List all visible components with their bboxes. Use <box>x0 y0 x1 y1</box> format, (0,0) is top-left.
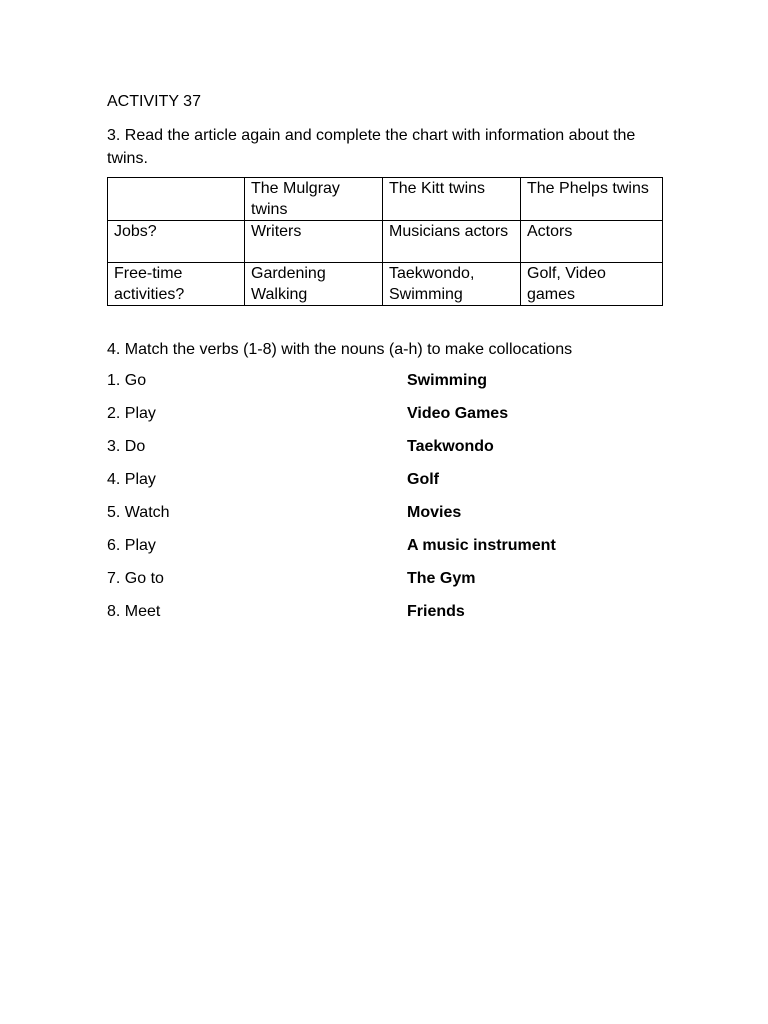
noun-answer: Swimming <box>407 372 488 389</box>
collocation-list <box>107 371 667 635</box>
chart-cell: Actors <box>521 221 663 263</box>
list-item <box>107 371 667 404</box>
chart-cell: Golf, Video games <box>521 263 663 306</box>
list-item <box>107 404 667 437</box>
list-item <box>107 536 667 569</box>
chart-row-jobs <box>108 221 663 263</box>
chart-cell: Musicians actors <box>383 221 521 263</box>
verb-text: 1. Go <box>107 372 147 389</box>
noun-answer: Friends <box>407 603 465 620</box>
chart-cell: Taekwondo, Swimming <box>383 263 521 306</box>
chart-header-cell <box>108 178 245 221</box>
noun-answer: Taekwondo <box>407 438 494 455</box>
twins-chart <box>107 177 663 306</box>
noun-answer: Video Games <box>407 405 509 422</box>
verb-text: 5. Watch <box>107 504 170 521</box>
chart-cell: Gardening Walking <box>245 263 383 306</box>
list-item <box>107 602 667 635</box>
chart-row-label: Free-time activities? <box>108 263 245 306</box>
noun-answer: The Gym <box>407 570 476 587</box>
chart-header-cell: The Phelps twins <box>521 178 663 221</box>
list-item <box>107 569 667 602</box>
chart-header-cell: The Kitt twins <box>383 178 521 221</box>
instruction-4: 4. Match the verbs (1-8) with the nouns (a-h) to make collocations <box>107 341 573 358</box>
document-page <box>107 92 667 635</box>
activity-title: ACTIVITY 37 <box>107 93 201 110</box>
verb-text: 3. Do <box>107 438 146 455</box>
noun-answer: A music instrument <box>407 537 556 554</box>
list-item <box>107 470 667 503</box>
verb-text: 8. Meet <box>107 603 161 620</box>
chart-header-cell: The Mulgray twins <box>245 178 383 221</box>
verb-text: 2. Play <box>107 405 156 422</box>
verb-text: 7. Go to <box>107 570 164 587</box>
list-item <box>107 503 667 536</box>
noun-answer: Movies <box>407 504 462 521</box>
instruction-3: 3. Read the article again and complete the chart with information about the twins. <box>107 127 636 167</box>
list-item <box>107 437 667 470</box>
verb-text: 4. Play <box>107 471 156 488</box>
chart-row-free-time <box>108 263 663 306</box>
noun-answer: Golf <box>407 471 439 488</box>
chart-cell: Writers <box>245 221 383 263</box>
chart-header-row <box>108 178 663 221</box>
verb-text: 6. Play <box>107 537 156 554</box>
chart-row-label: Jobs? <box>108 221 245 263</box>
